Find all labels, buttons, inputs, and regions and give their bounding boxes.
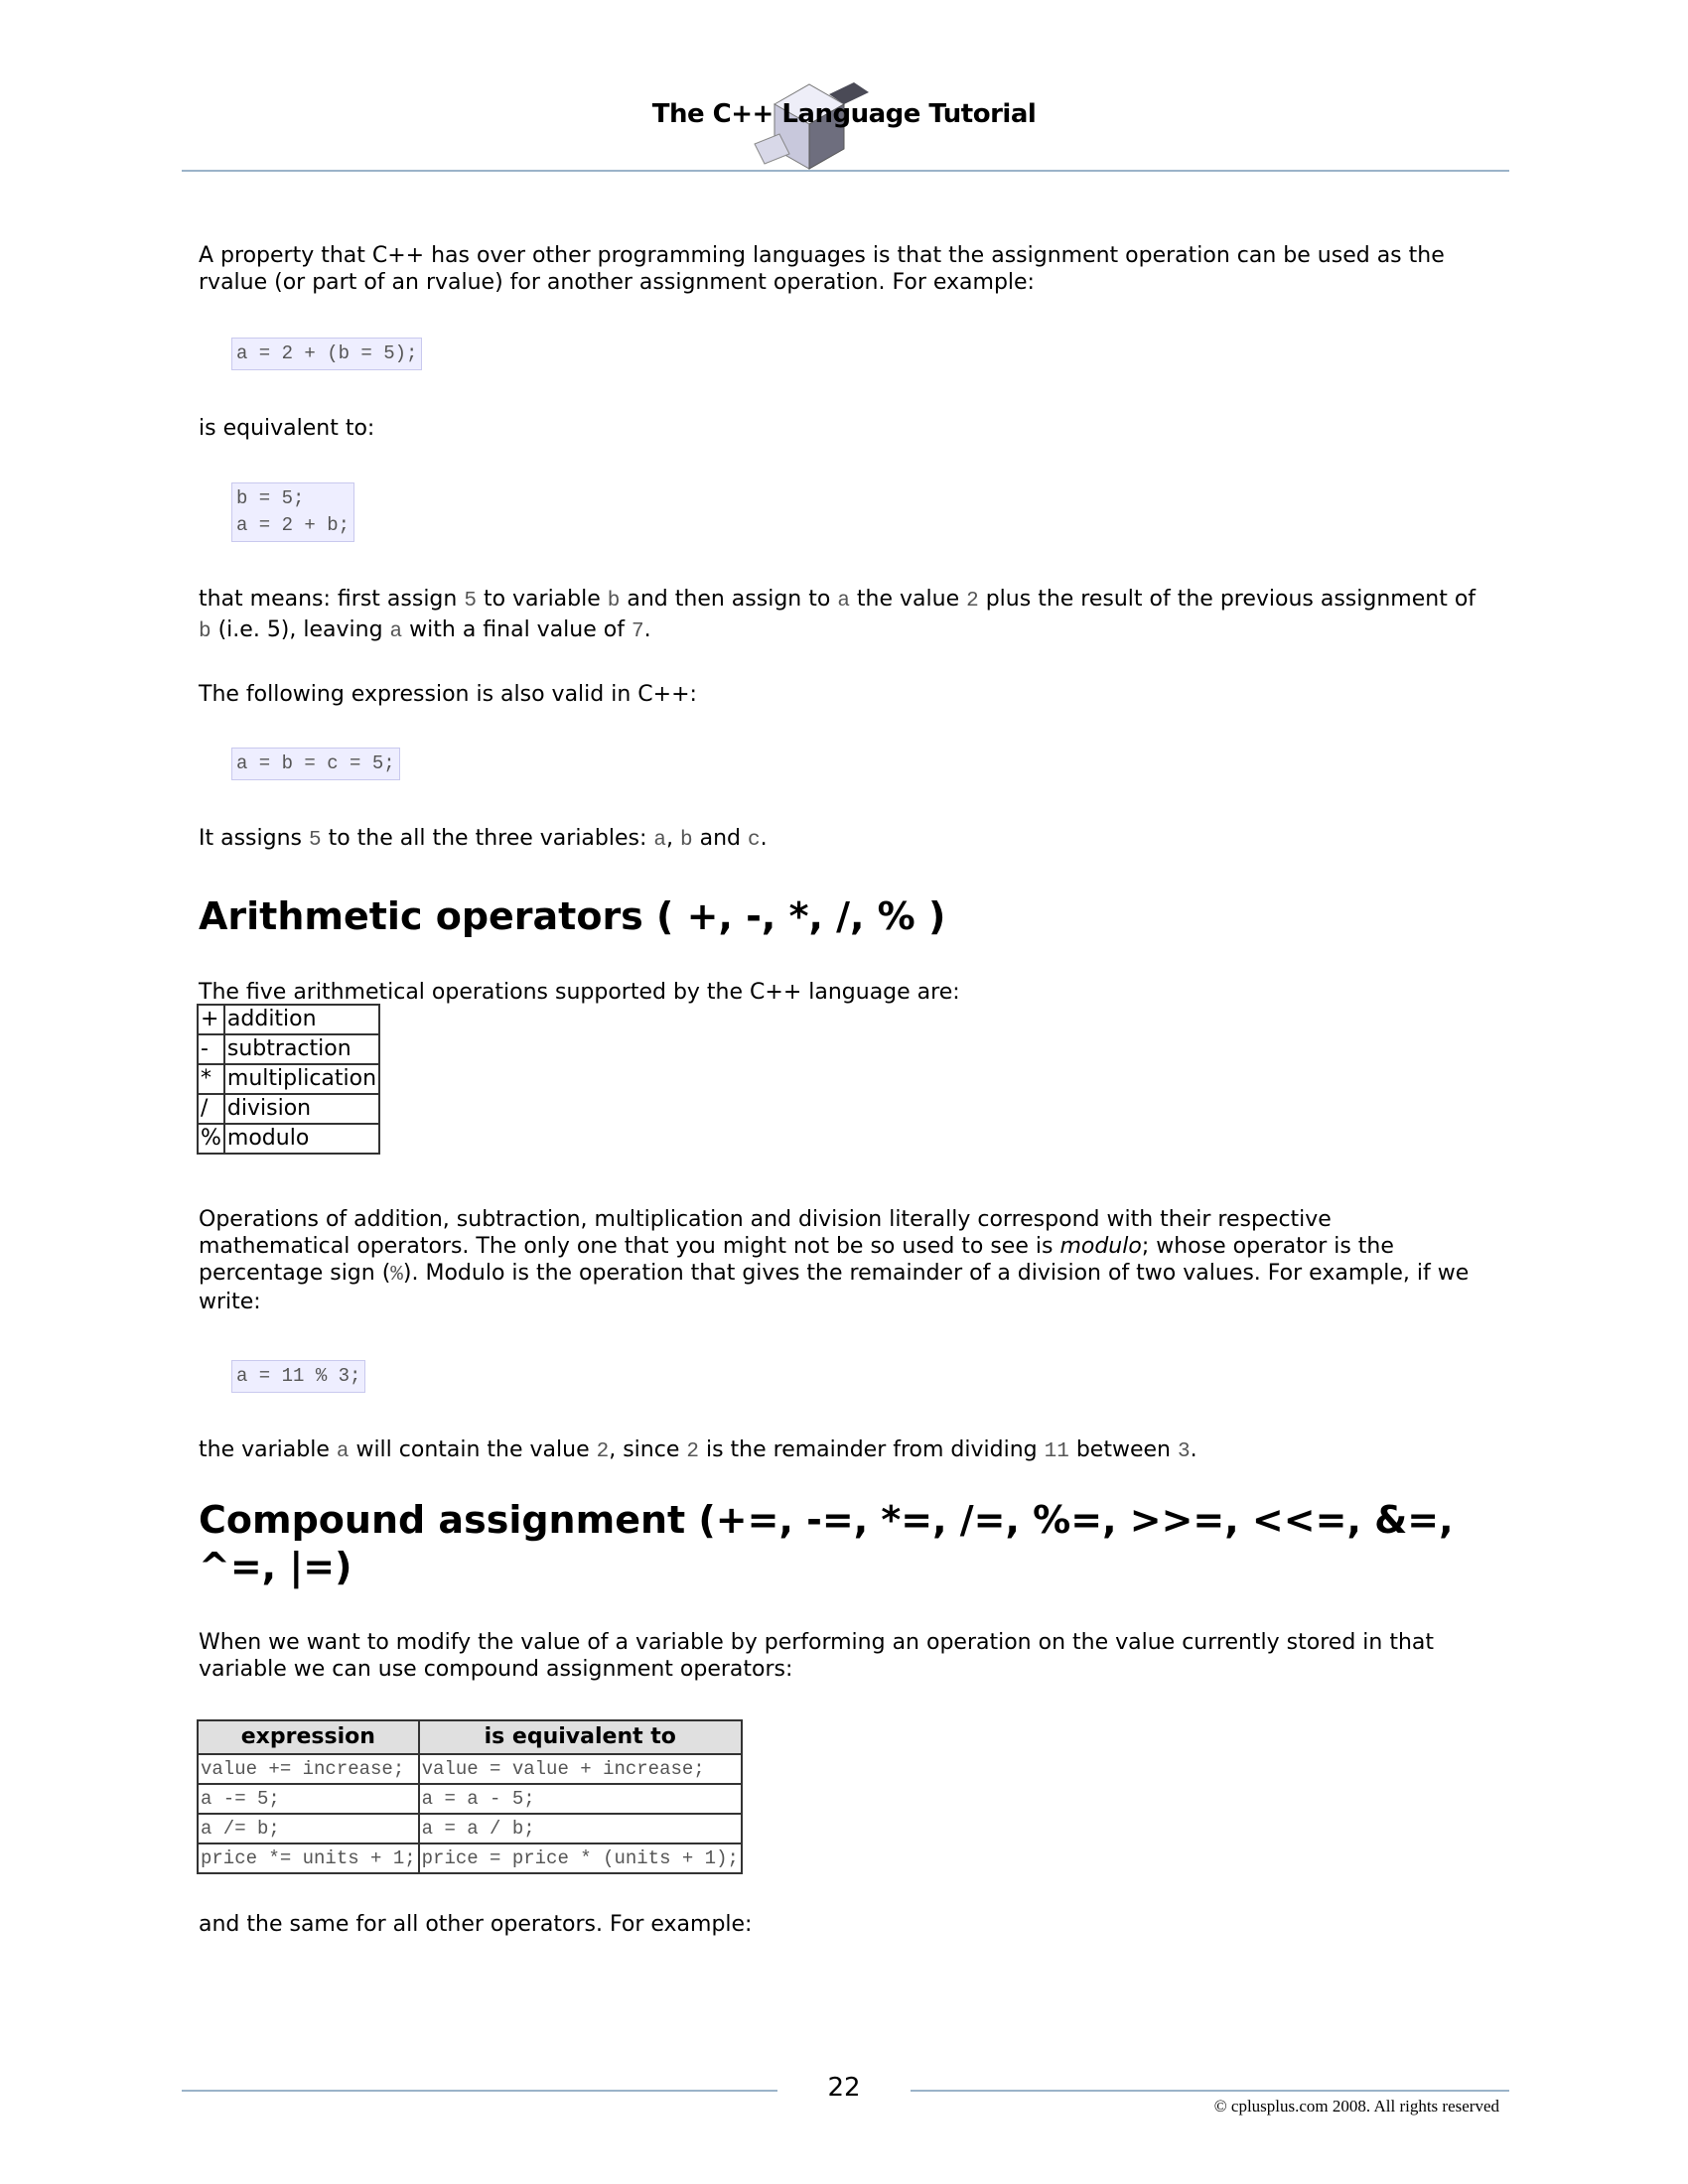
explanation-paragraph [199, 585, 1489, 646]
intro-text: A property that C++ has over other programming languages is that the assignment operation can be used as the rvalue (or part of an rvalue) for another assignment operation. For example: [199, 243, 1445, 295]
emphasis-text: modulo [1059, 1234, 1142, 1259]
equivalent-text: is equivalent to: [199, 416, 375, 441]
modulo-paragraph [199, 1206, 1489, 1315]
inline-code: a [336, 1440, 350, 1463]
text-run: Operations of addition, subtraction, multiplication and division literally correspond with their respective mathematical operators. The only one that you might not be so used to see is [199, 1207, 1332, 1259]
text-run: to variable [476, 587, 608, 612]
text-run: plus the result of the previous assignment of [978, 587, 1477, 612]
text-run: the value [849, 587, 967, 612]
text-run: between [1068, 1437, 1178, 1462]
inline-code: b [607, 590, 621, 613]
code-block-2: b = 5; a = 2 + b; [231, 482, 354, 542]
inline-code: 2 [966, 590, 979, 613]
assigns-paragraph [199, 825, 1489, 854]
text-run: ). Modulo is the operation that gives the remainder of a division of two values. For example, if we write: [199, 1261, 1470, 1314]
table-row [198, 1094, 379, 1124]
operation-name-cell: multiplication [224, 1064, 379, 1094]
compound-intro-text: When we want to modify the value of a variable by performing an operation on the value currently stored in that variable we can use compound assignment operators: [199, 1630, 1435, 1682]
text-run: , since [609, 1437, 687, 1462]
header-title: The C++ Language Tutorial [651, 99, 1037, 129]
text-run: is the remainder from dividing [698, 1437, 1045, 1462]
arithmetic-intro [199, 979, 1489, 1006]
code-block-4: a = 11 % 3; [231, 1360, 365, 1393]
expression-cell: a -= 5; [198, 1784, 419, 1814]
valid-expression-paragraph [199, 681, 1489, 708]
table-row [198, 1064, 379, 1094]
compound-intro [199, 1629, 1489, 1683]
inline-code: 5 [464, 590, 477, 613]
equivalent-cell: value = value + increase; [419, 1754, 742, 1784]
operation-name-cell: division [224, 1094, 379, 1124]
text-run: (i.e. 5), leaving [211, 617, 390, 642]
equivalent-cell: a = a / b; [419, 1814, 742, 1843]
inline-code: 2 [686, 1440, 699, 1463]
footer-divider-left [182, 2090, 777, 2092]
table-row [198, 1784, 742, 1814]
text-run: , [666, 826, 680, 851]
expression-cell: price *= units + 1; [198, 1843, 419, 1873]
text-run: with a final value of [402, 617, 632, 642]
text-run: . [643, 617, 651, 642]
operation-name-cell: addition [224, 1005, 379, 1034]
column-header: is equivalent to [419, 1720, 742, 1754]
inline-code: a [653, 829, 666, 852]
arithmetic-operators-table [197, 1004, 380, 1155]
text-run: and then assign to [620, 587, 838, 612]
arithmetic-table-wrapper [197, 1004, 380, 1155]
inline-code: 5 [309, 829, 322, 852]
compound-heading: Compound assignment (+=, -=, *=, /=, %=, >>=, <<=, &=, ^=, |=) [199, 1498, 1454, 1588]
arithmetic-intro-text: The five arithmetical operations supported by the C++ language are: [199, 980, 960, 1005]
table-row [198, 1814, 742, 1843]
inline-code: b [199, 620, 211, 643]
compound-assignment-table [197, 1719, 743, 1874]
operation-name-cell: modulo [224, 1124, 379, 1154]
code-block-3: a = b = c = 5; [231, 748, 400, 780]
outro-text: and the same for all other operators. For example: [199, 1912, 753, 1937]
table-row [198, 1754, 742, 1784]
inline-code: 2 [596, 1440, 610, 1463]
inline-code: a [837, 590, 850, 613]
equivalent-cell: price = price * (units + 1); [419, 1843, 742, 1873]
table-row [198, 1005, 379, 1034]
text-run: to the all the three variables: [321, 826, 654, 851]
intro-paragraph [199, 242, 1489, 296]
text-run: . [1190, 1437, 1197, 1462]
text-run: and [692, 826, 748, 851]
modulo-result-paragraph [199, 1436, 1489, 1465]
equivalent-paragraph [199, 415, 1489, 442]
arithmetic-section [199, 891, 1489, 941]
operator-cell: * [198, 1064, 224, 1094]
table-row [198, 1034, 379, 1064]
inline-code: c [748, 829, 761, 852]
equivalent-cell: a = a - 5; [419, 1784, 742, 1814]
outro-paragraph [199, 1911, 1489, 1938]
text-run: will contain the value [349, 1437, 597, 1462]
code-block-1: a = 2 + (b = 5); [231, 338, 422, 370]
operator-cell: / [198, 1094, 224, 1124]
inline-code: b [680, 829, 693, 852]
valid-expression-text: The following expression is also valid in C++: [199, 682, 697, 707]
text-run: ; whose operator is the percentage sign ( [199, 1234, 1394, 1286]
text-run: that means: first assign [199, 587, 465, 612]
inline-code: 7 [631, 620, 644, 643]
text-run: the variable [199, 1437, 337, 1462]
compound-section [199, 1497, 1499, 1590]
operator-cell: - [198, 1034, 224, 1064]
table-row [198, 1124, 379, 1154]
operator-cell: % [198, 1124, 224, 1154]
inline-code: 3 [1177, 1440, 1191, 1463]
page-number: 22 [827, 2073, 861, 2103]
footer-divider-right [911, 2090, 1509, 2092]
copyright-notice: © cplusplus.com 2008. All rights reserved [1213, 2097, 1499, 2116]
inline-code: a [389, 620, 403, 643]
column-header: expression [198, 1720, 419, 1754]
inline-code: 11 [1044, 1440, 1069, 1463]
table-row [198, 1843, 742, 1873]
table-header-row [198, 1720, 742, 1754]
expression-cell: a /= b; [198, 1814, 419, 1843]
text-run: . [760, 826, 768, 851]
operation-name-cell: subtraction [224, 1034, 379, 1064]
arithmetic-heading: Arithmetic operators ( +, -, *, /, % ) [199, 894, 946, 938]
text-run: It assigns [199, 826, 309, 851]
expression-cell: value += increase; [198, 1754, 419, 1784]
inline-code: % [390, 1264, 403, 1287]
operator-cell: + [198, 1005, 224, 1034]
compound-table-wrapper [197, 1719, 743, 1874]
